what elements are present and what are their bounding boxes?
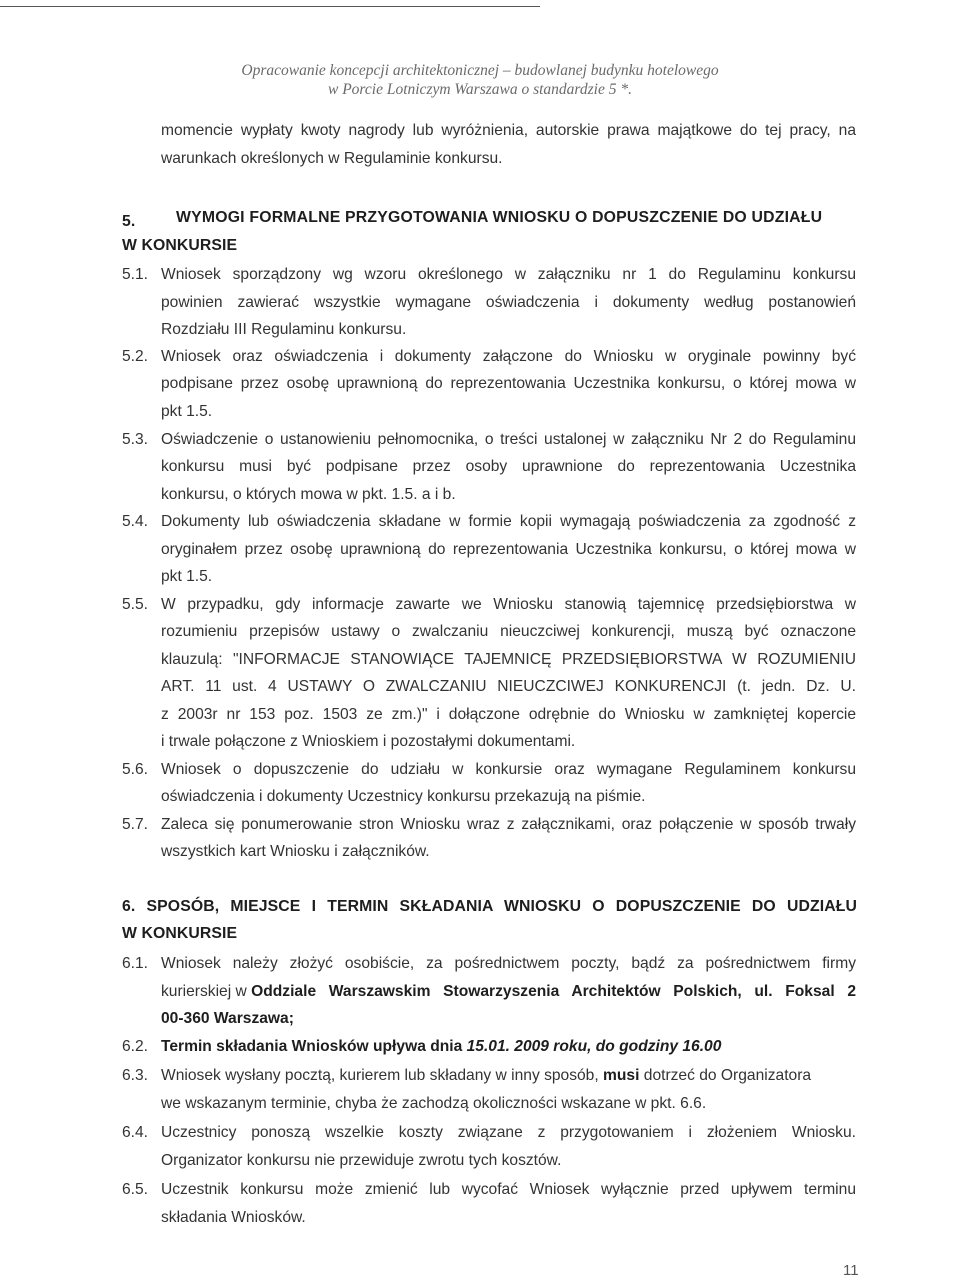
section-heading: 6. SPOSÓB, MIEJSCE I TERMIN SKŁADANIA WNIOSKU O DOPUSZCZENIE DO UDZIAŁU: [122, 898, 857, 915]
address-bold: Oddziale Warszawskim Stowarzyszenia Architektów Polskich, ul. Foksal 2: [251, 983, 856, 1000]
body-line: konkursu, o których mowa w pkt. 1.5. a i b.: [161, 486, 456, 503]
body-line: Wniosek należy złożyć osobiście, za pośrednictwem poczty, bądź za pośrednictwem firmy: [161, 955, 856, 972]
item-number: 6.3.: [122, 1067, 149, 1084]
item-number: 5.4.: [122, 513, 149, 530]
body-line: Wniosek sporządzony wg wzoru określonego w załączniku nr 1 do Regulaminu konkursu: [161, 266, 856, 283]
section-heading: WYMOGI FORMALNE PRZYGOTOWANIA WNIOSKU O DOPUSZCZENIE DO UDZIAŁU: [176, 209, 823, 226]
body-line: podpisane przez osobę uprawnioną do reprezentowania Uczestnika konkursu, o której mowa w: [161, 375, 856, 392]
body-line: [161, 983, 856, 1001]
page-number: 11: [843, 1262, 859, 1279]
body-line: [161, 1038, 721, 1056]
running-header-line-1: Opracowanie koncepcji architektonicznej – budowlanej budynku hotelowego: [241, 62, 719, 79]
body-line: [161, 1010, 294, 1028]
body-line: wszystkich kart Wniosku i załączników.: [161, 843, 430, 860]
section-heading-cont: W KONKURSIE: [122, 925, 238, 942]
body-line: klauzulą: "INFORMACJE STANOWIĄCE TAJEMNICĘ PRZEDSIĘBIORSTWA W ROZUMIENIU: [161, 651, 856, 668]
body-line: Oświadczenie o ustanowieniu pełnomocnika, o treści ustalonej w załączniku Nr 2 do Regulaminu: [161, 431, 856, 448]
body-line: z 2003r nr 153 poz. 1503 ze zm.)" i dołączone odrębnie do Wniosku w zamkniętej kopercie: [161, 706, 856, 723]
emphasis-bold: musi: [603, 1067, 640, 1084]
body-line: oryginałem przez osobę uprawnioną do reprezentowania Uczestnika konkursu, o której mowa w: [161, 541, 856, 558]
body-line: konkursu musi być podpisane przez osoby uprawnione do reprezentowania Uczestnika: [161, 458, 856, 475]
running-header-line-2: w Porcie Lotniczym Warszawa o standardzie 5 *.: [328, 81, 632, 98]
body-line: pkt 1.5.: [161, 568, 213, 585]
body-line: Uczestnicy ponoszą wszelkie koszty związane z przygotowaniem i złożeniem Wniosku.: [161, 1124, 856, 1141]
body-line: Wniosek oraz oświadczenia i dokumenty załączone do Wniosku w oryginale powinny być: [161, 348, 856, 365]
body-line: Dokumenty lub oświadczenia składane w formie kopii wymagają poświadczenia za zgodność z: [161, 513, 856, 530]
deadline-label: Termin składania Wniosków upływa dnia: [161, 1038, 467, 1055]
section-heading-cont: W KONKURSIE: [122, 237, 238, 254]
item-number: 5.5.: [122, 596, 149, 613]
item-number: 5.1.: [122, 266, 149, 283]
body-line: powinien zawierać wszystkie wymagane oświadczenia i dokumenty według postanowień: [161, 294, 856, 311]
body-line: warunkach określonych w Regulaminie konkursu.: [161, 150, 503, 167]
item-number: 5.6.: [122, 761, 149, 778]
body-line: [161, 1067, 856, 1085]
body-text: Wniosek wysłany pocztą, kurierem lub składany w inny sposób,: [161, 1067, 604, 1084]
body-line: Rozdziału III Regulaminu konkursu.: [161, 321, 407, 338]
item-number: 5.7.: [122, 816, 149, 833]
body-text: kurierskiej w: [161, 983, 252, 1000]
body-line: momencie wypłaty kwoty nagrody lub wyróżnienia, autorskie prawa majątkowe do tej pracy, na: [161, 122, 856, 139]
body-line: ART. 11 ust. 4 USTAWY O ZWALCZANIU NIEUCZCIWEJ KONKURENCJI (t. jedn. Dz. U.: [161, 678, 856, 695]
body-line: Uczestnik konkursu może zmienić lub wycofać Wniosek wyłącznie przed upływem terminu: [161, 1181, 856, 1198]
item-number: 6.2.: [122, 1038, 149, 1055]
body-line: oświadczenia i dokumenty Uczestnicy konkursu przekazują na piśmie.: [161, 788, 646, 805]
body-line: pkt 1.5.: [161, 403, 213, 420]
section-number: 5.: [122, 213, 136, 230]
top-rule: [0, 6, 540, 7]
body-line: W przypadku, gdy informacje zawarte we Wniosku stanowią tajemnicę przedsiębiorstwa w: [161, 596, 856, 613]
body-line: składania Wniosków.: [161, 1209, 306, 1226]
item-number: 6.4.: [122, 1124, 149, 1141]
item-number: 6.5.: [122, 1181, 149, 1198]
item-number: 5.2.: [122, 348, 149, 365]
address-bold: 00-360 Warszawa;: [161, 1010, 294, 1027]
body-line: Organizator konkursu nie przewiduje zwrotu tych kosztów.: [161, 1152, 562, 1169]
body-line: Wniosek o dopuszczenie do udziału w konkursie oraz wymagane Regulaminem konkursu: [161, 761, 856, 778]
item-number: 6.1.: [122, 955, 149, 972]
body-text: dotrzeć do Organizatora: [639, 1067, 812, 1084]
deadline-date: 15.01. 2009 roku, do godziny 16.00: [466, 1038, 722, 1055]
body-line: Zaleca się ponumerowanie stron Wniosku wraz z załącznikami, oraz połączenie w sposób trwały: [161, 816, 856, 833]
body-line: i trwale połączone z Wnioskiem i pozostałymi dokumentami.: [161, 733, 576, 750]
body-line: we wskazanym terminie, chyba że zachodzą okoliczności wskazane w pkt. 6.6.: [161, 1095, 707, 1112]
body-line: rozumieniu przepisów ustawy o zwalczaniu nieuczciwej konkurencji, muszą być oznaczone: [161, 623, 856, 640]
item-number: 5.3.: [122, 431, 149, 448]
